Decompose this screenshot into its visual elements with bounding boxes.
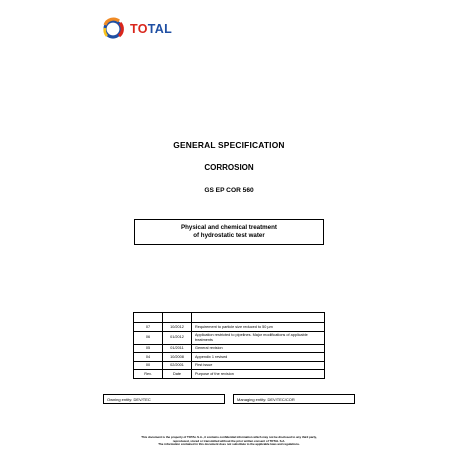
subject-line-1: Physical and chemical treatment [181,224,277,231]
rev-cell: 05 [134,344,163,353]
document-title: GENERAL SPECIFICATION [173,140,285,150]
total-logo [100,16,172,42]
total-logo-icon [100,16,126,42]
owning-entity: Owning entity: DEV/TEC [103,394,225,404]
logo-wordmark [130,22,172,36]
subject-line-2: of hydrostatic test water [193,232,265,239]
logo-text-part1: TO [130,22,148,36]
rev-cell: 06 [134,331,163,344]
logo-text-part2: TAL [147,22,173,36]
managing-entity: Managing entity: DEV/TEC/COR [233,394,355,404]
document-subject-box [134,219,324,245]
date-cell: 01/2012 [163,331,192,344]
rev-header: Rev. [134,370,163,379]
footer-line-1: This document is the property of TOTAL S.A., it contains confidential information which may not be disclosed to any third party, [141,435,317,439]
table-row [134,323,325,332]
table-row [134,353,325,362]
revision-table [133,312,325,379]
purpose-header: Purpose of the revision [192,370,325,379]
table-header-row [134,370,325,379]
date-cell: 10/2012 [163,323,192,332]
footer-line-3: The information contained in this document does not substitute to the applicable laws and regulations. [158,442,300,447]
document-code: GS EP COR 560 [204,187,254,194]
purpose-cell [192,313,325,323]
date-cell: 10/2008 [163,353,192,362]
table-row [134,331,325,344]
table-row [134,361,325,370]
entity-boxes [103,394,355,404]
date-header: Date [163,370,192,379]
table-row [134,344,325,353]
date-cell: 02/2001 [163,361,192,370]
date-cell [163,313,192,323]
purpose-cell: General revision [192,344,325,353]
rev-cell: 04 [134,353,163,362]
purpose-cell: First issue [192,361,325,370]
rev-cell: 07 [134,323,163,332]
confidentiality-footer [0,436,458,447]
date-cell: 01/2011 [163,344,192,353]
document-subtitle: CORROSION [204,163,254,172]
rev-cell: 00 [134,361,163,370]
purpose-cell: Appendix 1 revised [192,353,325,362]
purpose-cell: Requirement to particle size reduced to 50 µm [192,323,325,332]
footer-line-2: reproduced, stored or transmitted without the prior written consent of TOTAL S.A. [172,438,286,443]
purpose-cell: Application restricted to pipelines. Major modifications of applicable treatments [192,331,325,344]
rev-cell [134,313,163,323]
table-row [134,313,325,323]
